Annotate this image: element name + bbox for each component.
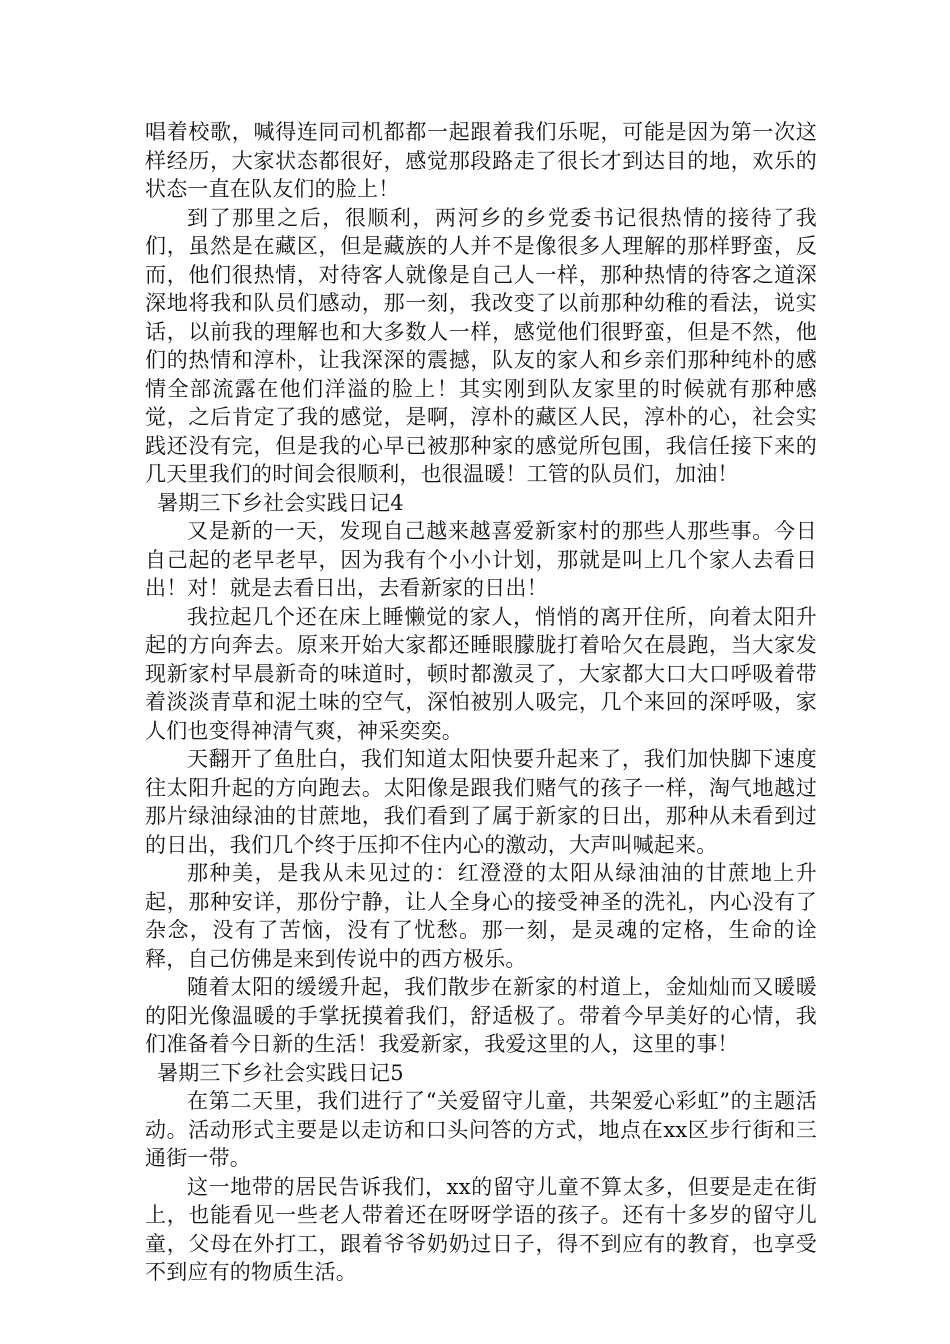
paragraph-6: 那种美，是我从未见过的：红澄澄的太阳从绿油油的甘蔗地上升起，那种安详，那份宁静，让人全身心的接受神圣的洗礼，内心没有了杂念，没有了苦恼，没有了忧愁。那一刻，是灵魂的定格，生命的诠释，自己仿佛是来到传说中的西方极乐。 <box>145 861 817 971</box>
paragraph-2: 到了那里之后，很顺利，两河乡的乡党委书记很热情的接待了我们，虽然是在藏区，但是藏族的人并不是像很多人理解的那样野蛮，反而，他们很热情，对待客人就像是自己人一样，那种热情的待客之道深深地将我和队员们感动，那一刻，我改变了以前那种幼稚的看法，说实话，以前我的理解也和大多数人一样，感觉他们很野蛮，但是不然，他们的热情和淳朴，让我深深的震撼，队友的家人和乡亲们那种纯朴的感情全部流露在他们洋溢的脸上！其实刚到队友家里的时候就有那种感觉，之后肯定了我的感觉，是啊，淳朴的藏区人民，淳朴的心，社会实践还没有完，但是我的心早已被那种家的感觉所包围，我信任接下来的几天里我们的时间会很顺利，也很温暖！工管的队员们，加油！ <box>145 205 817 486</box>
section-heading-diary-4: 暑期三下乡社会实践日记4 <box>157 490 404 515</box>
paragraph-4: 我拉起几个还在床上睡懒觉的家人，悄悄的离开住所，向着太阳升起的方向奔去。原来开始大家都还睡眼朦胧打着哈欠在晨跑，当大家发现新家村早晨新奇的味道时，顿时都激灵了，大家都大口大口呼吸着带着淡淡青草和泥土味的空气，深怕被别人吸完，几个来回的深呼吸，家人们也变得神清气爽，神采奕奕。 <box>145 604 817 743</box>
paragraph-1: 唱着校歌，喊得连同司机都都一起跟着我们乐呢，可能是因为第一次这样经历，大家状态都很好，感觉那段路走了很长才到达目的地，欢乐的状态一直在队友们的脸上！ <box>145 120 817 201</box>
paragraph-7: 随着太阳的缓缓升起，我们散步在新家的村道上，金灿灿而又暖暖的阳光像温暖的手掌抚摸着我们，舒适极了。带着今早美好的心情，我们准备着今日新的生活！我爱新家，我爱这里的人，这里的事！ <box>145 975 817 1056</box>
paragraph-9: 这一地带的居民告诉我们，xx的留守儿童不算太多，但要是走在街上，也能看见一些老人带着还在呀呀学语的孩子。还有十多岁的留守儿童，父母在外打工，跟着爷爷奶奶过日子，得不到应有的教育，也享受不到应有的物质生活。 <box>145 1174 817 1284</box>
paragraph-8: 在第二天里，我们进行了“关爱留守儿童，共架爱心彩虹”的主题活动。活动形式主要是以走访和口头问答的方式，地点在xx区步行街和三通街一带。 <box>145 1089 817 1170</box>
document-body <box>145 118 817 1287</box>
paragraph-3: 又是新的一天，发现自己越来越喜爱新家村的那些人那些事。今日自己起的老早老早，因为我有个小小计划，那就是叫上几个家人去看日出！对！就是去看日出，去看新家的日出！ <box>145 519 817 600</box>
section-heading-diary-5: 暑期三下乡社会实践日记5 <box>157 1060 404 1085</box>
paragraph-5: 天翻开了鱼肚白，我们知道太阳快要升起来了，我们加快脚下速度往太阳升起的方向跑去。太阳像是跟我们赌气的孩子一样，淘气地越过那片绿油绿油的甘蔗地，我们看到了属于新家的日出，那种从未看到过的日出，我们几个终于压抑不住内心的激动，大声叫喊起来。 <box>145 747 817 857</box>
